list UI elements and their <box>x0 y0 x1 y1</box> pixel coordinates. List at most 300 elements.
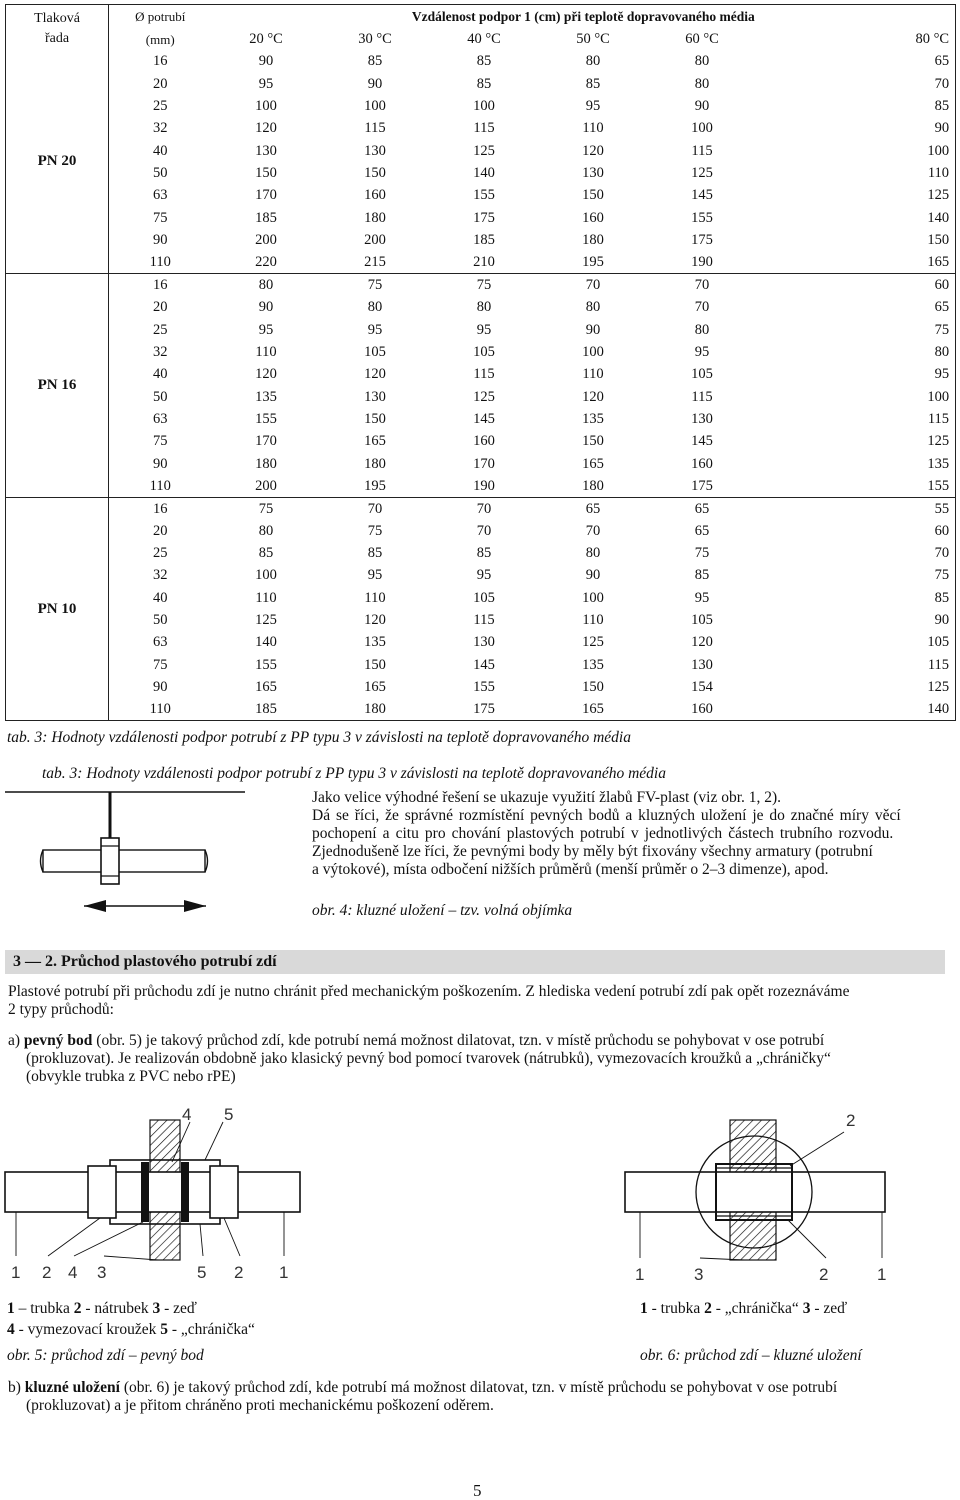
table-cell: 120 <box>582 142 604 159</box>
table-cell: 70 <box>694 277 710 294</box>
table-cell: 170 <box>255 187 277 204</box>
table-cell: 130 <box>582 165 604 182</box>
table-row <box>6 319 956 341</box>
table-cell: 125 <box>255 612 277 629</box>
table-cell: 210 <box>430 252 539 274</box>
table-cell: 75 <box>258 500 274 517</box>
table-cell: 200 <box>364 232 386 249</box>
table-row <box>6 341 956 363</box>
legend-run: - „chránička“ <box>167 1321 255 1338</box>
legend-run: - nátrubek <box>81 1300 153 1317</box>
table-cell: 100 <box>255 98 277 115</box>
intro-line: Jako velice výhodné řešení se ukazuje využití žlabů FV-plast (viz obr. 1, 2). <box>312 789 782 806</box>
pressure-series-label: PN 16 <box>6 274 109 497</box>
table-cell: 190 <box>648 252 757 274</box>
table-row <box>6 475 956 497</box>
intro-line: Dá se říci, že správné rozmístění pevných bodů a kluzných uložení je do značné míry věcí <box>312 807 901 824</box>
header-diameter-unit: (mm) <box>145 31 175 47</box>
table-cell: 155 <box>255 410 277 427</box>
table-cell: 100 <box>473 98 495 115</box>
table-row <box>6 430 956 452</box>
header-pressure-series <box>6 5 109 51</box>
table-cell: 125 <box>473 142 495 159</box>
table-cell: 90 <box>258 53 274 70</box>
table-cell: 75 <box>153 433 168 450</box>
legend-run: - vymezovací kroužek <box>14 1321 161 1338</box>
table-cell: 185 <box>212 698 321 720</box>
table-cell: 90 <box>153 679 168 696</box>
table-cell: 25 <box>153 98 168 115</box>
table-cell: 120 <box>364 366 386 383</box>
table-cell: 120 <box>582 388 604 405</box>
item-a-paragraph <box>8 1032 948 1086</box>
pipe <box>5 1172 300 1212</box>
table-cell: 16 <box>153 500 168 517</box>
table-cell: 90 <box>934 120 950 137</box>
intro-line: a výtokové), místa odbočení nižších průměrů (menší průměr o 2–3 dimenze), apod. <box>312 861 829 878</box>
table-cell: 16 <box>153 277 168 294</box>
table-cell: 150 <box>364 165 386 182</box>
item-a-line2: (prokluzovat). Je realizován obdobně jako klasický pevný bod pomocí tvarovek (nátrubků), vymezovacích kroužků a „chráničky“ <box>26 1050 831 1067</box>
spacer-ring <box>141 1162 149 1222</box>
table-cell: 160 <box>582 209 604 226</box>
table-cell: 115 <box>473 366 495 383</box>
table-cell: 16 <box>153 53 168 70</box>
table-cell: 95 <box>476 567 492 584</box>
table-cell: 80 <box>258 277 274 294</box>
pressure-series-label: PN 10 <box>6 497 109 720</box>
table-cell: 75 <box>367 522 383 539</box>
legend-run: 3 <box>152 1300 161 1317</box>
table-cell: 125 <box>691 165 713 182</box>
table-cell: 70 <box>694 299 710 316</box>
callout-label: 3 <box>97 1263 107 1282</box>
table-cell: 160 <box>473 433 495 450</box>
intro-line: pochopení a citu pro chování plastových potrubí v jednotlivých částech trubního rozvodu. <box>312 825 894 842</box>
table-cell: 145 <box>473 410 495 427</box>
table-cell: 110 <box>255 343 277 360</box>
table-cell: 110 <box>109 252 212 274</box>
pressure-series-label: PN 20 <box>6 51 109 274</box>
table-cell: 32 <box>153 120 168 137</box>
table-cell: 20 <box>153 299 168 316</box>
table-cell: 105 <box>927 634 950 651</box>
table-row <box>6 73 956 95</box>
table-cell: 110 <box>582 120 604 137</box>
table-cell: 115 <box>473 612 495 629</box>
table-cell: 32 <box>153 567 168 584</box>
table-cell: 110 <box>364 589 386 606</box>
support-distance-table <box>5 4 956 721</box>
table-row <box>6 118 956 140</box>
spacer-ring <box>181 1162 189 1222</box>
table-row <box>6 453 956 475</box>
table-cell: 25 <box>153 321 168 338</box>
table-cell: 100 <box>582 589 604 606</box>
item-a-line3: (obvykle trubka z PVC nebo rPE) <box>26 1068 236 1085</box>
legend-run: – trubka <box>14 1300 74 1317</box>
table-cell: 65 <box>694 500 710 517</box>
header-temperature: 50 °C <box>576 30 610 47</box>
table-cell: 75 <box>153 209 168 226</box>
table-cell: 175 <box>691 232 713 249</box>
table-cell: 70 <box>476 500 492 517</box>
table-cell: 90 <box>585 567 601 584</box>
table-cell: 20 <box>153 75 168 92</box>
table-row <box>6 654 956 676</box>
pipe <box>43 850 205 872</box>
table-cell: 95 <box>694 343 710 360</box>
table-cell: 145 <box>473 656 495 673</box>
table-cell: 195 <box>539 252 648 274</box>
table-cell: 75 <box>367 277 383 294</box>
table-cell: 135 <box>364 634 386 651</box>
table-row <box>6 185 956 207</box>
callout-label: 2 <box>846 1111 856 1130</box>
table-cell: 150 <box>582 679 604 696</box>
table-cell: 150 <box>927 232 950 249</box>
table-row <box>6 95 956 117</box>
table-cell: 85 <box>476 544 492 561</box>
item-b-term: kluzné uložení <box>24 1379 120 1396</box>
table-row <box>6 162 956 184</box>
table-cell: 90 <box>258 299 274 316</box>
table-caption-repeat: tab. 3: Hodnoty vzdálenosti podpor potrubí z PP typu 3 v závislosti na teplotě dopravovaného média <box>42 765 666 782</box>
legend-run: - „chránička“ <box>711 1300 803 1317</box>
table-cell: 125 <box>473 388 495 405</box>
item-b-line1: (obr. 6) je takový průchod zdí, kde potrubí má možnost dilatovat, tzn. v místě průchodu se pohybovat v ose potrubí <box>119 1379 838 1396</box>
callout-label: 2 <box>42 1263 52 1282</box>
table-cell: 63 <box>153 634 168 651</box>
intro-paragraph <box>312 789 946 879</box>
callout-label: 1 <box>11 1263 21 1282</box>
table-cell: 100 <box>255 567 277 584</box>
table-row <box>6 229 956 251</box>
table-cell: 190 <box>430 475 539 497</box>
table-cell: 195 <box>321 475 430 497</box>
item-b-line2: (prokluzovat) a je přitom chráněno proti mechanickému poškození oděrem. <box>26 1397 494 1414</box>
callout-label: 5 <box>197 1263 207 1282</box>
header-text: řada <box>44 31 70 47</box>
table-cell: 80 <box>476 299 492 316</box>
table-row <box>6 386 956 408</box>
table-cell: 110 <box>109 698 212 720</box>
table-cell: 180 <box>364 455 386 472</box>
table-cell: 140 <box>473 165 495 182</box>
table-cell: 60 <box>934 277 950 294</box>
table-cell: 125 <box>927 187 950 204</box>
table-cell: 120 <box>691 634 713 651</box>
table-cell: 95 <box>694 589 710 606</box>
table-cell: 110 <box>927 165 950 182</box>
table-cell: 140 <box>927 209 950 226</box>
item-a-line1: (obr. 5) je takový průchod zdí, kde potrubí nemá možnost dilatovat, tzn. v místě průchodu se pohybovat v ose potrubí <box>92 1032 825 1049</box>
table-cell: 150 <box>364 410 386 427</box>
header-diameter: Ø potrubí <box>135 8 186 24</box>
figure-5-legend-line-1 <box>7 1300 197 1318</box>
table-cell: 145 <box>691 187 713 204</box>
table-cell: 170 <box>473 455 495 472</box>
section-intro-line: Plastové potrubí při průchodu zdí je nutno chránit před mechanickým poškozením. Z hlediska vedení potrubí zdí pak opět rozeznáváme <box>8 983 850 1000</box>
legend-run: 2 <box>73 1300 82 1317</box>
table-cell: 63 <box>153 410 168 427</box>
table-cell: 95 <box>585 98 601 115</box>
table-cell: 185 <box>473 232 495 249</box>
table-cell: 125 <box>927 679 950 696</box>
table-cell: 130 <box>255 142 277 159</box>
table-cell: 110 <box>109 475 212 497</box>
clamp <box>101 838 119 884</box>
callout-label: 4 <box>68 1263 78 1282</box>
table-cell: 180 <box>582 232 604 249</box>
header-temperature: 60 °C <box>685 30 719 47</box>
legend-run: 5 <box>160 1321 168 1338</box>
table-cell: 110 <box>255 589 277 606</box>
table-cell: 70 <box>934 75 950 92</box>
table-cell: 200 <box>255 232 277 249</box>
table-cell: 40 <box>153 366 168 383</box>
table-cell: 130 <box>364 142 386 159</box>
callout-label: 2 <box>819 1265 829 1284</box>
table-cell: 130 <box>691 410 713 427</box>
table-cell: 115 <box>364 120 386 137</box>
table-cell: 95 <box>258 321 274 338</box>
table-cell: 220 <box>212 252 321 274</box>
table-cell: 95 <box>367 567 383 584</box>
legend-run: 3 <box>802 1300 811 1317</box>
table-cell: 155 <box>473 679 495 696</box>
table-row <box>6 676 956 698</box>
header-title: Vzdálenost podpor 1 (cm) při teplotě dopravovaného média <box>411 8 755 24</box>
table-cell: 135 <box>582 656 604 673</box>
legend-run: - trubka <box>647 1300 705 1317</box>
table-cell: 120 <box>364 612 386 629</box>
table-cell: 65 <box>694 522 710 539</box>
table-cell: 180 <box>255 455 277 472</box>
table-row <box>6 51 956 73</box>
table-cell: 110 <box>582 612 604 629</box>
table-cell: 75 <box>934 321 950 338</box>
callout-label: 4 <box>182 1105 192 1124</box>
table-header-row <box>6 5 956 28</box>
table-cell: 115 <box>927 410 950 427</box>
header-temperature: 30 °C <box>358 30 392 47</box>
table-cell: 160 <box>648 698 757 720</box>
figure-5-caption: obr. 5: průchod zdí – pevný bod <box>7 1347 204 1364</box>
table-cell: 40 <box>153 589 168 606</box>
table-cell: 85 <box>585 75 601 92</box>
table-cell: 80 <box>694 75 710 92</box>
table-cell: 90 <box>153 232 168 249</box>
table-cell: 180 <box>539 475 648 497</box>
coupling-left <box>88 1166 116 1218</box>
table-cell: 160 <box>691 455 713 472</box>
table-cell: 50 <box>153 612 168 629</box>
table-cell: 135 <box>582 410 604 427</box>
table-cell: 65 <box>934 299 950 316</box>
table-cell: 120 <box>255 366 277 383</box>
table-cell: 130 <box>364 388 386 405</box>
table-cell: 85 <box>934 98 950 115</box>
table-cell: 75 <box>476 277 492 294</box>
table-cell: 70 <box>585 277 601 294</box>
table-row <box>6 520 956 542</box>
table-cell: 150 <box>582 187 604 204</box>
table-cell: 165 <box>364 679 386 696</box>
callout-label: 5 <box>224 1105 234 1124</box>
table-cell: 155 <box>691 209 713 226</box>
table-cell: 135 <box>255 388 277 405</box>
table-cell: 80 <box>258 522 274 539</box>
table-cell: 40 <box>153 142 168 159</box>
item-a-term: pevný bod <box>23 1032 93 1049</box>
section-intro <box>8 983 948 1019</box>
table-cell: 105 <box>473 343 495 360</box>
table-cell: 60 <box>934 522 950 539</box>
table-cell: 130 <box>473 634 495 651</box>
table-cell: 105 <box>473 589 495 606</box>
table-cell: 100 <box>927 142 950 159</box>
table-row <box>6 296 956 318</box>
table-cell: 85 <box>367 53 383 70</box>
table-cell: 32 <box>153 343 168 360</box>
table-header-row <box>6 28 956 51</box>
table-cell: 155 <box>473 187 495 204</box>
table-cell: 140 <box>757 698 956 720</box>
table-cell: 130 <box>691 656 713 673</box>
table-cell: 175 <box>648 475 757 497</box>
header-temperature: 80 °C <box>915 30 950 47</box>
table-cell: 95 <box>476 321 492 338</box>
table-cell: 115 <box>473 120 495 137</box>
table-cell: 80 <box>585 299 601 316</box>
table-cell: 110 <box>582 366 604 383</box>
table-row <box>6 252 956 274</box>
table-cell: 63 <box>153 187 168 204</box>
legend-run: 1 <box>640 1300 648 1317</box>
table-cell: 25 <box>153 544 168 561</box>
table-cell: 125 <box>927 433 950 450</box>
table-cell: 155 <box>255 656 277 673</box>
header-text: Tlaková <box>34 11 80 26</box>
table-cell: 95 <box>258 75 274 92</box>
table-cell: 80 <box>934 343 950 360</box>
pipe <box>625 1172 885 1212</box>
table-cell: 100 <box>582 343 604 360</box>
table-cell: 154 <box>691 679 713 696</box>
table-cell: 70 <box>585 522 601 539</box>
table-cell: 80 <box>694 321 710 338</box>
table-cell: 90 <box>585 321 601 338</box>
table-cell: 90 <box>934 612 950 629</box>
table-cell: 120 <box>255 120 277 137</box>
table-cell: 105 <box>691 612 713 629</box>
table-cell: 165 <box>364 433 386 450</box>
table-cell: 100 <box>927 388 950 405</box>
table-cell: 165 <box>539 698 648 720</box>
table-row <box>6 207 956 229</box>
figure-5-legend-line-2 <box>7 1321 255 1339</box>
table-cell: 75 <box>694 544 710 561</box>
table-row <box>6 497 956 519</box>
legend-run: 1 <box>7 1300 15 1317</box>
table-cell: 75 <box>153 656 168 673</box>
table-cell: 80 <box>585 53 601 70</box>
table-row <box>6 609 956 631</box>
table-caption: tab. 3: Hodnoty vzdálenosti podpor potrubí z PP typu 3 v závislosti na teplotě dopravovaného média <box>7 729 631 746</box>
table-cell: 95 <box>367 321 383 338</box>
table-row <box>6 140 956 162</box>
table-cell: 165 <box>757 252 956 274</box>
legend-run: 2 <box>704 1300 712 1317</box>
figure-5-fixed-wall-passage <box>0 1100 310 1300</box>
callout-label: 2 <box>234 1263 244 1282</box>
table-cell: 65 <box>934 53 950 70</box>
table-cell: 70 <box>367 500 383 517</box>
coupling-right <box>210 1166 238 1218</box>
figure-4-sliding-support <box>0 780 300 920</box>
table-cell: 95 <box>934 366 950 383</box>
callout-label: 1 <box>877 1265 887 1284</box>
table-cell: 70 <box>934 544 950 561</box>
table-cell: 85 <box>934 589 950 606</box>
section-intro-line: 2 typy průchodů: <box>8 1001 114 1018</box>
item-b-paragraph <box>8 1379 948 1415</box>
table-cell: 115 <box>691 388 713 405</box>
table-cell: 150 <box>255 165 277 182</box>
legend-run: 4 <box>7 1321 15 1338</box>
table-cell: 115 <box>927 656 950 673</box>
table-cell: 160 <box>364 187 386 204</box>
table-cell: 70 <box>476 522 492 539</box>
table-cell: 80 <box>585 544 601 561</box>
figure-4-caption: obr. 4: kluzné uložení – tzv. volná objímka <box>312 902 573 919</box>
table-cell: 175 <box>430 698 539 720</box>
table-row <box>6 274 956 296</box>
table-row <box>6 698 956 720</box>
table-cell: 85 <box>476 75 492 92</box>
table-cell: 80 <box>694 53 710 70</box>
table-cell: 90 <box>153 455 168 472</box>
table-cell: 155 <box>757 475 956 497</box>
table-cell: 65 <box>585 500 601 517</box>
figure-6-legend-line-1 <box>640 1300 847 1318</box>
table-cell: 20 <box>153 522 168 539</box>
item-b-prefix: b) <box>8 1379 25 1396</box>
intro-line: Zjednodušeně lze říci, že pevnými body by měly být fixovány všechny armatury (potrubní <box>312 843 873 860</box>
table-cell: 90 <box>367 75 383 92</box>
table-cell: 75 <box>934 567 950 584</box>
table-cell: 100 <box>691 120 713 137</box>
table-cell: 100 <box>364 98 386 115</box>
section-heading: 3 — 2. Průchod plastového potrubí zdí <box>5 950 945 974</box>
callout-label: 1 <box>635 1265 645 1284</box>
table-cell: 50 <box>153 165 168 182</box>
table-cell: 180 <box>364 209 386 226</box>
table-row <box>6 587 956 609</box>
legend-run: - zeď <box>810 1300 848 1317</box>
table-cell: 180 <box>321 698 430 720</box>
table-cell: 80 <box>367 299 383 316</box>
table-cell: 50 <box>153 388 168 405</box>
item-a-prefix: a) <box>8 1032 24 1049</box>
table-cell: 215 <box>321 252 430 274</box>
table-cell: 105 <box>364 343 386 360</box>
figure-6-sliding-wall-passage <box>620 1100 920 1300</box>
table-cell: 85 <box>367 544 383 561</box>
table-cell: 105 <box>691 366 713 383</box>
table-cell: 135 <box>927 455 950 472</box>
